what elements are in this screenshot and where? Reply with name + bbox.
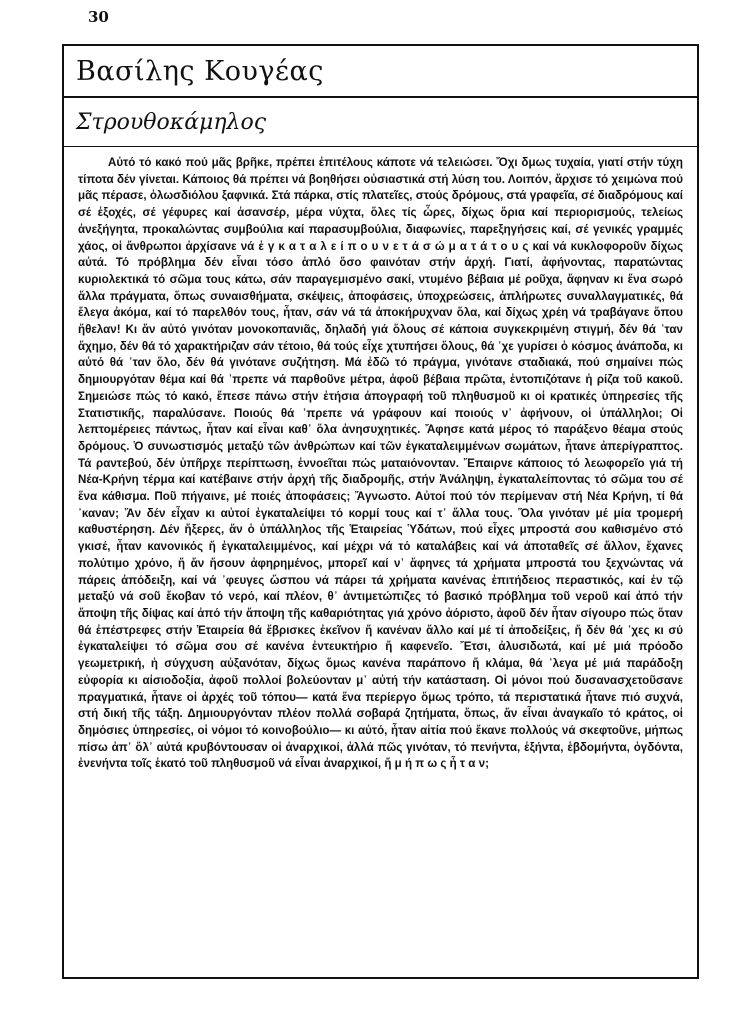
- title-band: [64, 98, 697, 147]
- article-title: Στρουθοκάμηλος: [76, 109, 267, 135]
- page-number: 30: [88, 8, 109, 26]
- author-band: [64, 46, 697, 98]
- author-name: Βασίλης Κουγέας: [76, 55, 324, 87]
- article-body: Αὐτό τό κακό πού μᾶς βρῆκε, πρέπει ἐπιτέλους κάποτε νά τελειώσει. Ὄχι δμως τυχαία, γιατί στήν τύχη τίποτα δέν γίνεται. Κάποιος θά πρέπει νά βοηθήσει οὐσιαστικά στή λύση του. Λοιπόν, ἄρχισε τό χειμώνα πού μᾶς πέρασε, ὁλωσδιόλου ξαφνικά. Στά πάρκα, στίς πλατεῖες, στούς δρόμους, στά γραφεῖα, σέ διαδρόμους καί σέ ἐξοχές, σέ γέφυρες καί ἀσανσέρ, μέρα νύχτα, ὅλες τίς ὧρες, δίχως ὅρια καί περιορισμούς, τελείως ἀνεξήγητα, προκαλώντας συμβούλια καί παρασυμβούλια, διαφωνίες, παρεξηγήσεις καί, σέ γενικές γραμμές χάος, οἱ ἄνθρωποι ἀρχίσανε νά ἐ γ κ α τ α λ ε ί π ο υ ν ε τ ά σ ώ μ α τ ά τ ο υ ς καί νά κυκλοφοροῦν δίχως αὐτά. Τό πρόβλημα δέν εἶναι τόσο ἁπλό ὅσο φαινόταν στήν ἀρχή. Γιατί, ἀφήνοντας, παρατώντας κυριολεκτικά τό σῶμα τους κάτω, σάν παραγεμισμένο σακί, ντυμένο βέβαια μέ ροῦχα, ἄφηναν κι ἕνα σωρό ἄλλα πράγματα, ὅπως συναισθήματα, σκέψεις, ἀποφάσεις, ὑποχρεώσεις, ἀπλήρωτες συναλλαγματικές, θά ἔλεγα ἀκόμα, καί τό παρελθόν τους, ἦταν, σάν νά τά ἀποκήρυχναν ὅλα, καί δίχως χρέη νά τραβάγανε ὅπου ἤθελαν! Κι ἄν αὐτό γινόταν μονοκοπανιᾶς, δηλαδή γιά ὅλους σέ κάποια συγκεκριμένη στιγμή, δέν θά ᾽ταν ἄχημο, δέν θά τό χαρακτήριζαν σάν τέτοιο, θά τούς εἶχε χτυπήσει ὅλους, θά ᾽χε γυρίσει ὁ κόσμος ἀνάποδα, κι αὐτό θά ᾽ταν ὅλο, δέν θά γινότανε συζήτηση. Μά ἐδῶ τό πράγμα, γινότανε σταδιακά, πού σημαίνει πώς δημιουργόταν θέμα καί θά ᾽πρεπε νά παρθοῦνε μέτρα, ἀφοῦ βέβαια πρῶτα, ἐντοπιζότανε ἡ ρίζα τοῦ κακοῦ. Σημειώσε πώς τό κακό, ἔπεσε πάνω στήν ἐτήσια ἀπογραφή τοῦ πληθυσμοῦ κι οἱ κρατικές ὑπηρεσίες τῆς Στατιστικῆς, παραλύσανε. Ποιούς θά ᾽πρεπε νά γράφουν καί ποιούς ν᾽ ἀφήνουν, οἱ ὑπάλληλοι; Οἱ λεπτομέρειες πάντως, ἦταν καί εἶναι καθ᾽ ὅλα ἀνησυχητικές. Ἄφησε κατά μέρος τό παράξενο θέαμα στούς δρόμους. Ὁ συνωστισμός μεταξύ τῶν ἀνθρώπων καί τῶν ἐγκαταλειμμένων σωμάτων, ἦτανε ἀπερίγραπτος. Τά ραντεβού, δέν ὑπῆρχε περίπτωση, ἐννοεῖται πώς ματαιόνονταν. Ἔπαιρνε κάποιος τό λεωφορεῖο γιά τή Νέα-Κρήνη τέρμα καί κατέβαινε στήν ἀρχή τῆς διαδρομῆς, στήν Ἀνάληψη, ἐγκαταλείποντας τό σῶμα του σέ ἕνα κάθισμα. Ποῦ πήγαινε, μέ ποιές ἀποφάσεις; Ἄγνωστο. Αὐτοί πού τόν περίμεναν στή Νέα Κρήνη, τί θά ᾽καναν; Ἄν δέν εἶχαν κι αὐτοί ἐγκαταλείψει τό κορμί τους καί τ᾽ ἄλλα τους. Ὅλα γινόταν μέ μία τρομερή καθυστέρηση. Δέν ἤξερες, ἄν ὁ ὑπάλληλος τῆς Ἑταιρείας Ὑδάτων, πού εἶχες μπροστά σου καθισμένο στό γκισέ, ἦταν κανονικός ἤ ἐγκαταλειμμένος, καί μέχρι νά τό καταλάβεις καί νά ἀποταθεῖς σέ ἄλλον, ἔχανες πολύτιμο χρόνο, ἤ ἄν ἤσουν ἀφηρημένος, μπορεῖ καί ν᾽ ἄφηνες τά χρήματα μπροστά του ξεχνώντας νά πάρεις ἀπόδειξη, καί νά ᾽φευγες ὥσπου νά πάρει τά χρήματα κανένας ἐπιτήδειος περαστικός, καί ἐν τῷ μεταξύ νά σοῦ ἔκοβαν τό νερό, καί πλέον, θ᾽ ἀντιμετώπιζες τό βασικό πρόβλημα τοῦ νεροῦ καί ἀπό τήν ἄποψη τῆς δίψας καί ἀπό τήν ἄποψη τῆς καθαριότητας γιά χρόνο ἀόριστο, ἀφοῦ δέν ἦταν σίγουρο πώς ὅταν θά ἐπέστρεφες στήν Ἑταιρεία θά ἔβρισκες ἐκεῖνον ἤ κανέναν ἄλλο καί μέ τί ἀποδείξεις, ἤ δέν θά ᾽χες κι σύ ἐγκαταλείψει τό σῶμα σου σέ κανένα ἐντευκτήριο ἤ καφενεῖο. Ἔτσι, ἀλυσιδωτά, καί μέ μιά πρόοδο γεωμετρική, ἡ σύγχυση αὐξανόταν, δίχως ὅμως κανένα παράπονο ἤ κλάμα, θά ᾽λεγα μέ μιά παράδοξη εὐφορία κι αἰσιοδοξία, ἀφοῦ πολλοί βολεύονταν μ᾽ αὐτή τήν κατάσταση. Οἱ μόνοι πού δυσανασχετοῦσανε πραγματικά, ἦτανε οἱ ἀρχές τοῦ τόπου— κατά ἕνα περίεργο ὅμως τρόπο, τά περιστατικά ἦτανε πιό συχνά, στή δική τῆς τάξη. Δημιουργόνταν πλέον πολλά σοβαρά ζητήματα, ὅπως, ἄν εἶναι ἀναγκαῖο τό κράτος, οἱ δημόσιες ὑπηρεσίες, οἱ νόμοι τό κοινοβούλιο— κι αὐτό, ἦταν αἰτία πού ἔκανε πολλούς νά σκεφτοῦνε, μήπως πίσω ἀπ᾽ ὅλ᾽ αὐτά κρυβόντουσαν οἱ ἀναρχικοί, ἀλλά πῶς γινόταν, τό πενήντα, ἑξήντα, ἑβδομήντα, ὀγδόντα, ἐνενήντα τοῖς ἑκατό τοῦ πληθυσμοῦ νά εἶναι ἀναρχικοί, ἤ μ ή π ω ς ἦ τ α ν;: [78, 156, 683, 771]
- article-frame: [62, 44, 699, 979]
